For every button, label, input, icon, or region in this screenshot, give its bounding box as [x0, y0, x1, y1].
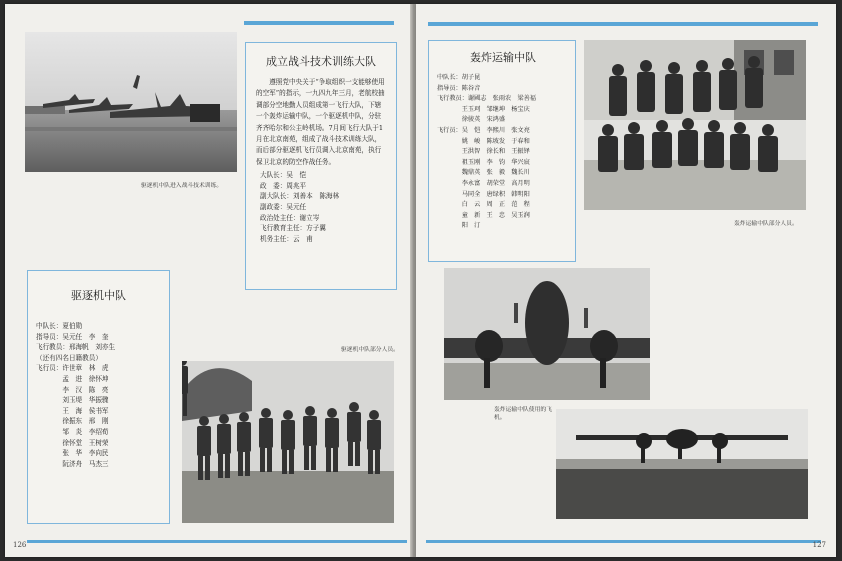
roster-line: 阳 汀	[437, 222, 481, 230]
roster-line: 副政委：吴元任	[260, 203, 307, 212]
roster-line: 姚 峻 陈坡发 于春和	[437, 137, 530, 145]
roster-line: 飞行教员：邢海帆 刘亦生	[36, 343, 116, 352]
section-title: 成立战斗技术训练大队	[266, 55, 376, 68]
roster-line: 中队长：胡子昆	[437, 74, 481, 81]
roster-line: 邹 炎 李绍荀	[36, 427, 109, 436]
photo-caption: 轰炸运输中队使用的飞机。	[494, 407, 552, 421]
bomber-aircraft-side-photo	[556, 409, 808, 519]
training-group-box	[245, 42, 397, 290]
roster-line: 王 海 侯书军	[36, 406, 109, 415]
roster-line: 魏鼎英 张 毅 魏长川	[437, 169, 530, 177]
accent-bar	[426, 540, 821, 543]
left-page	[5, 4, 412, 557]
section-body: 遵照党中央关于“争取组织一支能够使用的空军”的指示，一九四九年三月，老航校抽调部分空地勤人员组成第一飞行大队，下辖一个轰炸运输中队，一个驱逐机中队，分驻齐齐哈尔和公主岭机场。7月间飞行大队于1月在北京南苑，组成了战斗技术训练大队，而后部分驱逐机飞行员调入北京南苑，执行保卫北京的防空作战任务。	[256, 78, 385, 166]
right-page	[416, 4, 836, 557]
roster-line: 政治处主任：谢立岑	[260, 213, 320, 222]
roster-line: 徐振东 邢 刚	[36, 417, 109, 426]
accent-bar	[428, 22, 818, 26]
bomber-squadron-box	[428, 40, 576, 262]
roster-line: 孟 进 徐怀坤	[36, 374, 109, 383]
roster-line: 童 新 王 忠 吴玉润	[437, 211, 530, 219]
roster-line: 张 华 李向民	[36, 449, 109, 458]
bomber-squadron-group-photo	[584, 40, 806, 210]
roster-line: 机务主任：云 甫	[260, 234, 313, 243]
roster-line: 白 云 周 正 范 程	[437, 201, 530, 209]
roster-line: 中队长：夏伯勋	[36, 322, 83, 330]
roster-line: 李永富 胡荣堂 高月明	[437, 179, 530, 187]
roster-line: 飞行教育主任：方子翼	[260, 224, 326, 233]
fighter-squadron-group-photo	[182, 361, 394, 523]
fighter-squadron-box	[27, 270, 170, 524]
roster-line: 马同全 唐绿积 韩明阳	[437, 190, 530, 198]
roster-line: 飞行教员：谢國志 张雨农 梁善福	[437, 95, 536, 103]
fighter-roster-list	[36, 321, 161, 469]
accent-bar	[27, 540, 407, 543]
roster-list	[256, 170, 386, 244]
photo-caption: 轰炸运输中队部分人员。	[734, 221, 798, 227]
roster-line: 政 委：周兆平	[260, 181, 307, 190]
bomber-aircraft-front-photo	[444, 268, 650, 400]
roster-line: 徐怀堂 王树荣	[36, 438, 109, 447]
page-number: 127	[812, 541, 826, 549]
roster-line: 指导员：吴元任 李 奎	[36, 332, 109, 341]
roster-line: 徐骏英 宋鸿盛	[437, 116, 506, 124]
photo-caption: 驱逐机中队进入战斗技术训练。	[141, 183, 223, 189]
bomber-roster-list	[437, 73, 569, 232]
roster-line: 飞行员：许世章 林 虎	[36, 364, 109, 373]
roster-line: 副大队长：刘善本 陈海林	[260, 192, 340, 201]
roster-line: 大队长：吴 恺	[260, 171, 307, 180]
roster-line: 刘玉堤 华振骤	[36, 396, 109, 405]
roster-line: 王洪智 徐长和 王振铎	[437, 148, 530, 156]
roster-line: 王玉珂 邹继坤 杨宝庆	[437, 105, 530, 113]
roster-line: 飞行员：吴 恺 李熙川 张文亮	[437, 126, 530, 134]
roster-line: （还有四名日籍教员）	[36, 353, 102, 362]
section-title: 轰炸运输中队	[470, 51, 536, 64]
accent-bar	[244, 21, 394, 25]
page-number: 126	[13, 541, 27, 549]
roster-line: 祖玉刚 李 钧 华兴宸	[437, 158, 530, 166]
roster-line: 李 汉 陈 亮	[36, 385, 109, 394]
section-title: 驱逐机中队	[71, 289, 126, 302]
photo-caption: 驱逐机中队部分人员。	[341, 347, 399, 353]
roster-line: 指导员：陈谷音	[437, 84, 481, 92]
roster-line: 阮济舟 马杰三	[36, 459, 109, 468]
fighter-aircraft-photo	[25, 32, 237, 172]
